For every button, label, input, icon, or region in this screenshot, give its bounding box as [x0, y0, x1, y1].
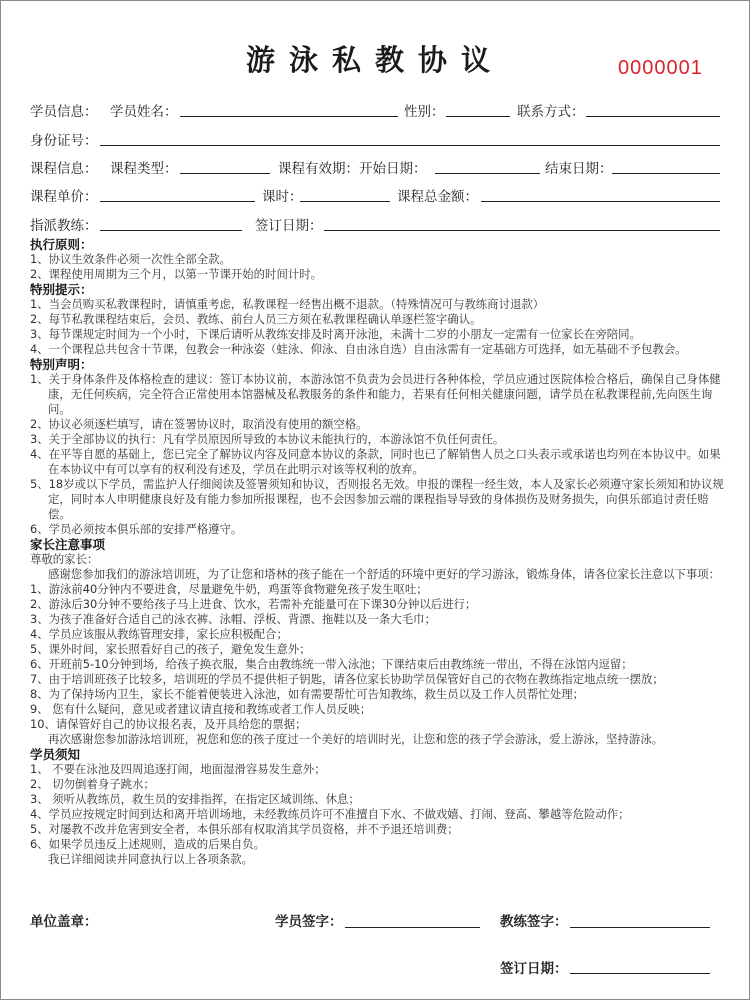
student-name-field[interactable] — [180, 116, 398, 117]
clause-item: 3、为孩子准备好合适自己的泳衣裤、泳帽、浮板、背漂、拖鞋以及一条大毛巾； — [30, 612, 436, 626]
page-title: 游泳私教协议 — [245, 43, 504, 77]
clause-item: 尊敬的家长： — [30, 552, 99, 566]
serial-number: 0000001 — [618, 57, 703, 79]
final-sign-date-field[interactable] — [570, 973, 710, 974]
section-heading: 家长注意事项 — [30, 537, 106, 552]
final-sign-date-label: 签订日期： — [500, 961, 568, 977]
student-info-label: 学员信息： — [30, 104, 98, 120]
clause-item: 3、关于全部协议的执行：凡有学员原因所导致的本协议未能执行的，本游泳馆不负任何责任。 — [30, 432, 505, 446]
clause-item: 7、由于培训班孩子比较多，培训班的学员不提供柜子钥匙，请各位家长协助学员保管好自己的衣物在教练指定地点统一摆放； — [30, 672, 664, 686]
id-number-field[interactable] — [100, 145, 720, 146]
section-heading: 特别提示： — [30, 282, 93, 297]
clause-item: 我已详细阅读并同意执行以上各项条款。 — [48, 852, 254, 866]
clause-item: 感谢您参加我们的游泳培训班，为了让您和塔林的孩子能在一个舒适的环境中更好的学习游泳，锻炼身体，请各位家长注意以下事项： — [48, 567, 721, 581]
clause-item: 2、游泳后30分钟不要给孩子马上进食、饮水，若需补充能量可在下课30分钟以后进行； — [30, 597, 477, 611]
clause-item: 3、 须听从教练员，救生员的安排指挥，在指定区域训练、休息； — [30, 792, 360, 806]
student-sign-field[interactable] — [345, 927, 480, 928]
clause-item: 2、 切勿倒着身子跳水； — [30, 777, 155, 791]
clause-item: 1、 不要在泳池及四周追逐打闹，地面湿滑容易发生意外； — [30, 762, 326, 776]
total-label: 课程总金额： — [397, 189, 478, 205]
hours-field[interactable] — [300, 201, 390, 202]
section-heading: 特别声明： — [30, 357, 93, 372]
id-number-label: 身份证号： — [30, 133, 98, 149]
coach-sign-label: 教练签字： — [500, 914, 568, 930]
sign-date-field[interactable] — [324, 230, 720, 231]
coach-label: 指派教练： — [30, 218, 98, 234]
clause-item: 1、关于身体条件及体格检查的建议：签订本协议前，本游泳馆不负责为会员进行各种体检，学员应通过医院体检合格后，确保自己身体健康，无任何疾病，完全符合正常使用本馆器械及私教服务的条件和能力，若果有任何相关健康问题，请学员在私教课程前,先向医生询问。 — [30, 372, 721, 416]
contact-label: 联系方式： — [517, 104, 585, 120]
clause-item: 4、在平等自愿的基础上，您已完全了解协议内容及同意本协议的条款，同时也已了解销售人员之口头表示或承诺也均列在本协议中。如果在本协议中有可以享有的权利没有述及，学员在此明示对该等权利的放弃。 — [30, 447, 721, 476]
total-field[interactable] — [481, 201, 720, 202]
course-info-label: 课程信息： — [30, 161, 98, 177]
clause-item: 3、每节课规定时间为一个小时，下课后请听从教练安排及时离开泳池，未满十二岁的小朋友一定需有一位家长在旁陪同。 — [30, 327, 641, 341]
unit-price-field[interactable] — [100, 201, 255, 202]
clause-item: 2、每节私教课程结束后，会员、教练、前台人员三方须在私教课程确认单逐栏签字确认。 — [30, 312, 482, 326]
clause-item: 6、学员必须按本俱乐部的安排严格遵守。 — [30, 522, 243, 536]
clause-item: 4、一个课程总共包含十节课，包教会一种泳姿（蛙泳、仰泳、自由泳自选）自由泳需有一定基础方可选择，如无基础不予包教会。 — [30, 342, 687, 356]
gender-label: 性别： — [404, 104, 445, 120]
hours-label: 课时： — [262, 189, 303, 205]
section-heading: 学员须知 — [30, 747, 81, 762]
clause-item: 1、游泳前40分钟内不要进食，尽量避免牛奶，鸡蛋等食物避免孩子发生呕吐； — [30, 582, 428, 596]
clause-item: 4、学员应按规定时间到达和离开培训场地，未经教练员许可不准擅自下水、不做戏嬉、打闹、登高、攀越等危险动作； — [30, 807, 630, 821]
start-date-field[interactable] — [435, 173, 540, 174]
contact-field[interactable] — [586, 116, 720, 117]
unit-price-label: 课程单价： — [30, 189, 98, 205]
clause-item: 1、协议生效条件必须一次性全部全款。 — [30, 252, 231, 266]
gender-field[interactable] — [446, 116, 510, 117]
clause-item: 1、当会员购买私教课程时，请慎重考虑，私教课程一经售出概不退款。（特殊情况可与教练商讨退款） — [30, 297, 545, 311]
validity-start-label: 课程有效期：开始日期： — [278, 161, 427, 177]
clause-item: 5、18岁或以下学员，需监护人仔细阅读及签署须知和协议，否则报名无效。申报的课程一经生效，本人及家长必须遵守家长须知和协议规定，同时本人申明健康良好及有能力参加所报课程，也不会因参加云端的课程指导导致的身体损伤及财务损失，向俱乐部追讨责任赔偿。 — [30, 477, 724, 521]
clause-item: 2、课程使用周期为三个月，以第一节课开始的时间计时。 — [30, 267, 323, 281]
coach-field[interactable] — [100, 230, 242, 231]
course-type-label: 课程类型： — [110, 161, 178, 177]
clause-item: 6、如果学员违反上述规则，造成的后果自负。 — [30, 837, 266, 851]
clause-item: 2、协议必须逐栏填写，请在签署协议时，取消没有使用的额空格。 — [30, 417, 368, 431]
student-name-label: 学员姓名： — [110, 104, 178, 120]
clause-item: 5、课外时间，家长照看好自己的孩子，避免发生意外； — [30, 642, 311, 656]
clause-item: 8、为了保持场内卫生，家长不能着便装进入泳池，如有需要帮忙可告知教练，救生员以及工作人员帮忙处理； — [30, 687, 584, 701]
clause-item: 4、学员应该服从教练管理安排，家长应积极配合； — [30, 627, 288, 641]
end-date-field[interactable] — [612, 173, 720, 174]
clause-item: 5、对屡教不改并危害到安全者，本俱乐部有权取消其学员资格，并不予退还培训费； — [30, 822, 459, 836]
sign-date-label: 签订日期： — [255, 218, 323, 234]
coach-sign-field[interactable] — [570, 927, 710, 928]
clause-item: 再次感谢您参加游泳培训班，祝您和您的孩子度过一个美好的培训时光，让您和您的孩子学会游泳，爱上游泳，坚持游泳。 — [48, 732, 664, 746]
agreement-terms — [30, 237, 725, 867]
clause-item: 9、 您有什么疑问，意见或者建议请直接和教练或者工作人员反映； — [30, 702, 372, 716]
student-sign-label: 学员签字： — [275, 914, 343, 930]
end-date-label: 结束日期： — [545, 161, 613, 177]
clause-item: 10、请保管好自己的协议报名表，及开具给您的票据； — [30, 717, 307, 731]
unit-seal-label: 单位盖章： — [30, 914, 98, 930]
course-type-field[interactable] — [180, 173, 270, 174]
clause-item: 6、开班前5-10分钟到场，给孩子换衣服，集合由教练统一带入泳池；下课结束后由教练统一带出，不得在泳馆内逗留； — [30, 657, 633, 671]
section-heading: 执行原则： — [30, 237, 93, 252]
